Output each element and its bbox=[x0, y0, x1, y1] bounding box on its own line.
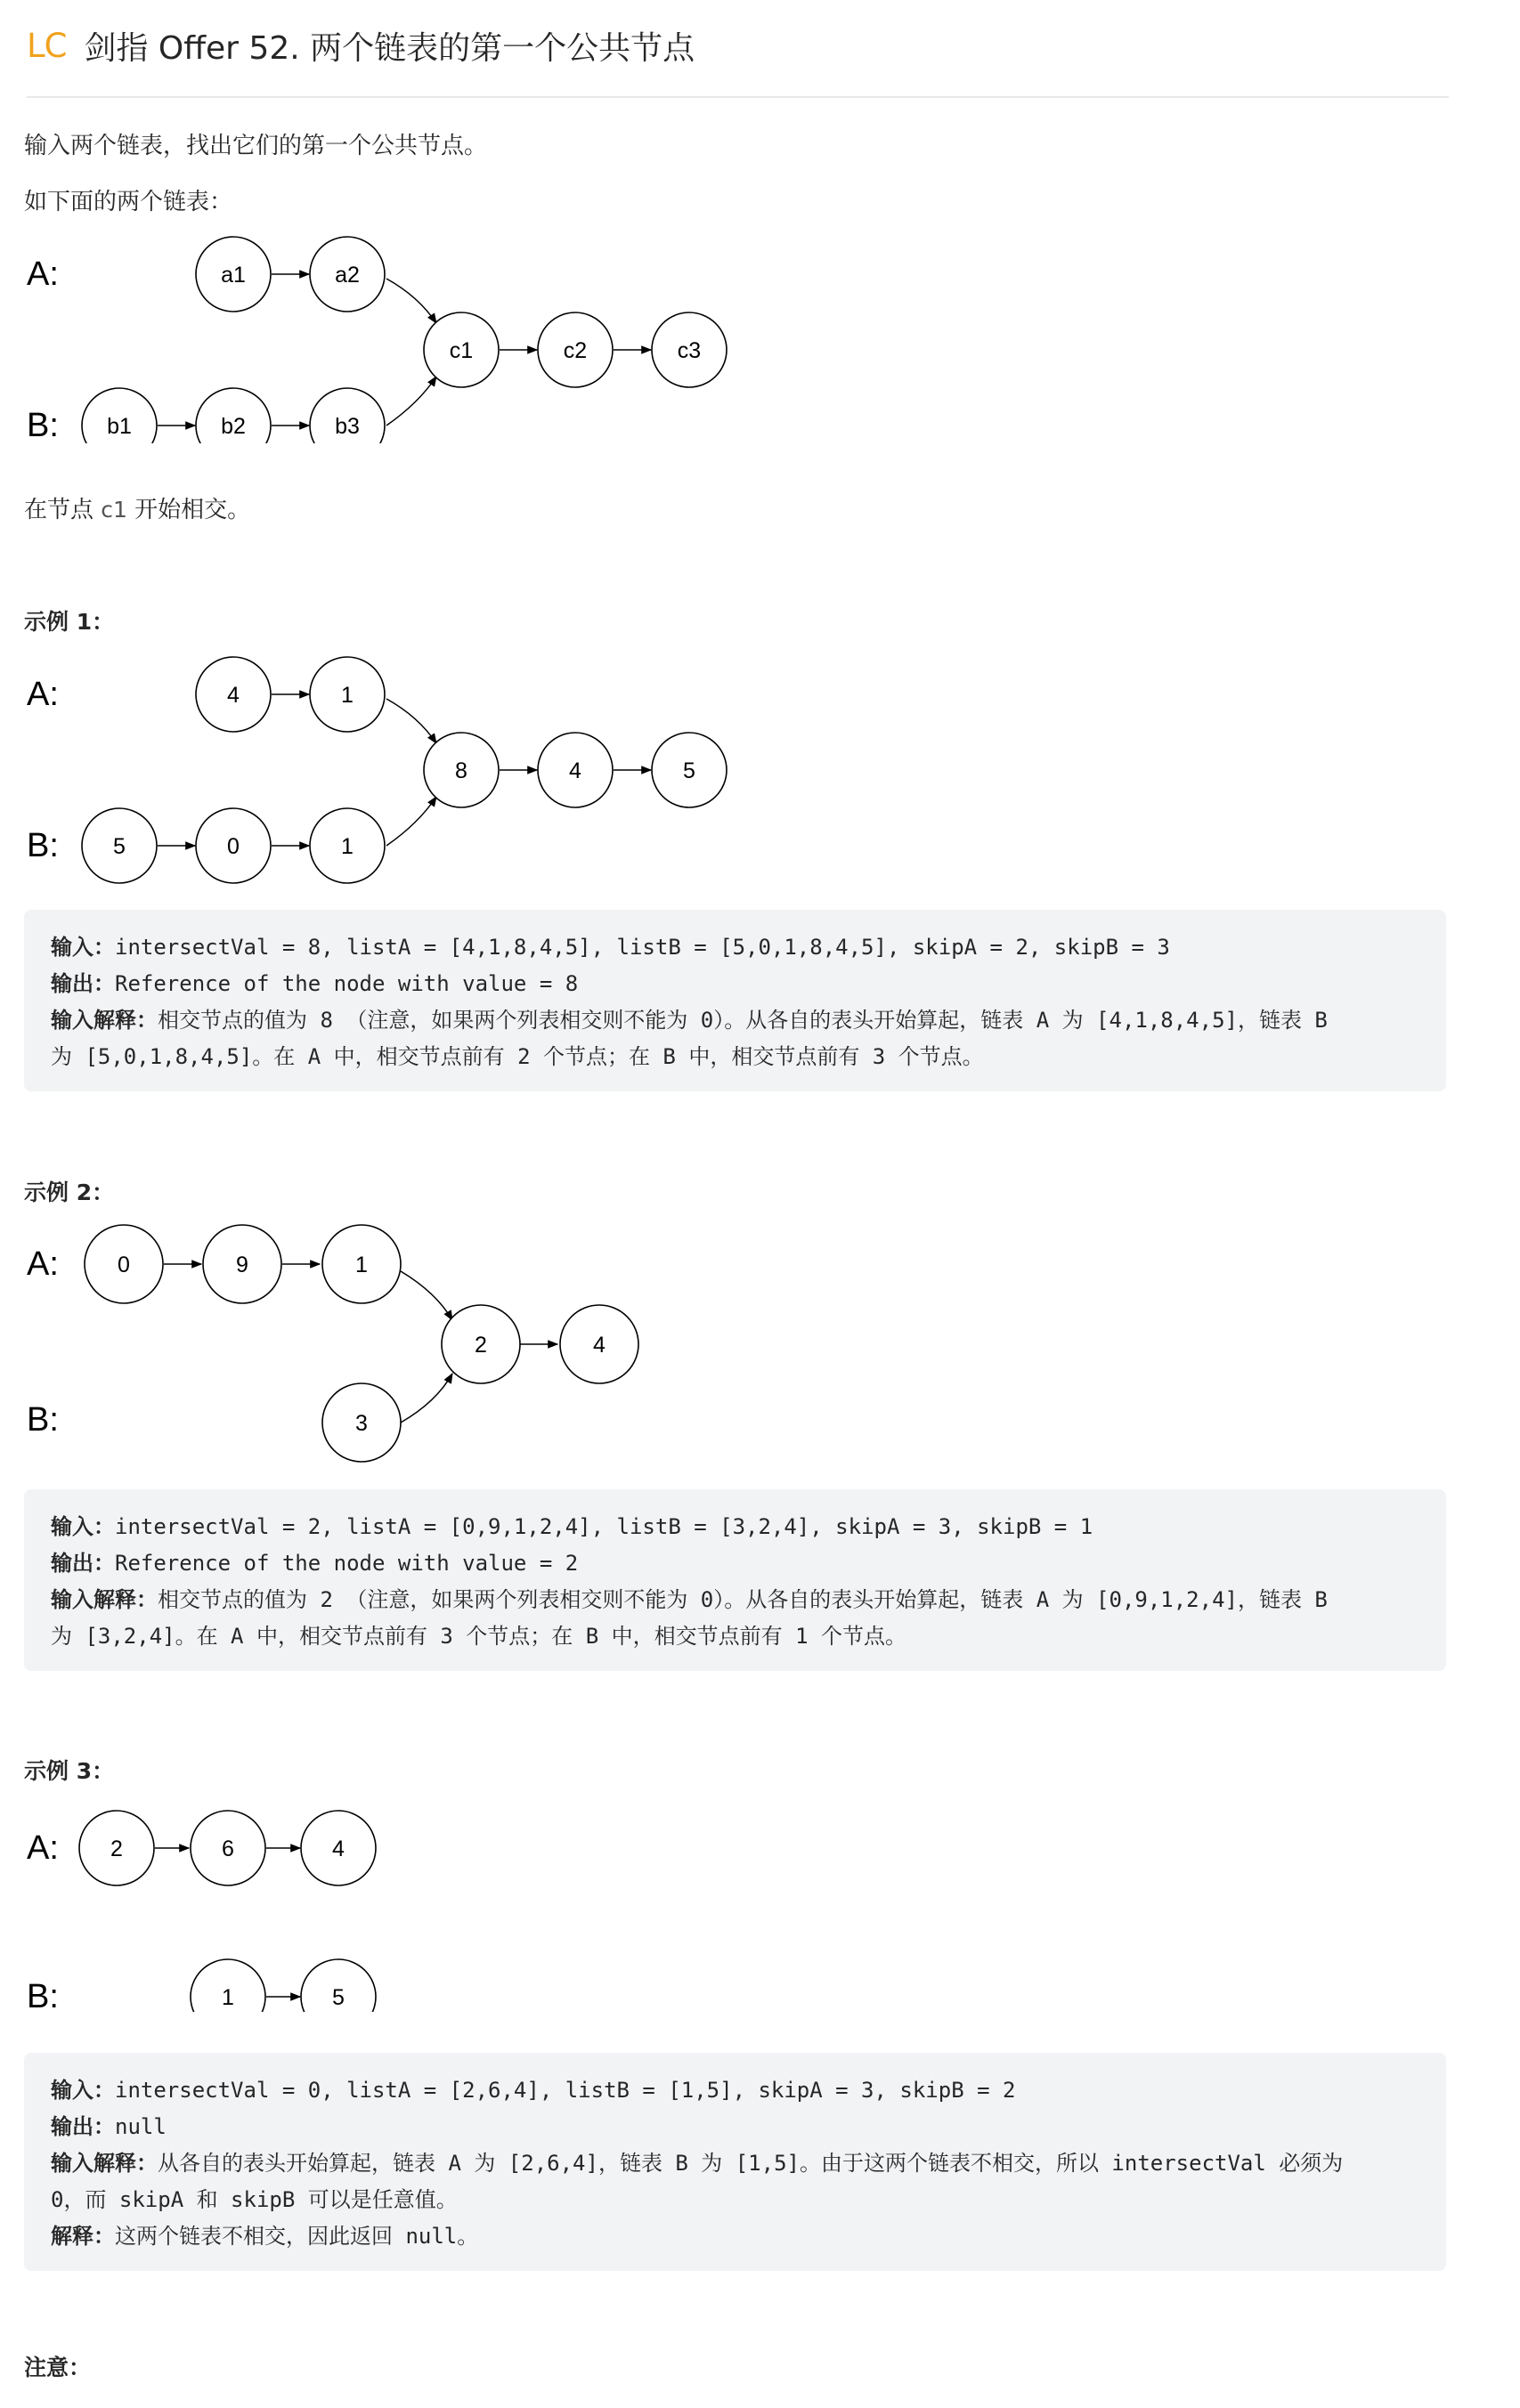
edge-arrow bbox=[386, 699, 436, 743]
list-node bbox=[203, 1225, 281, 1303]
list-node bbox=[538, 733, 613, 807]
page-title: 剑指 Offer 52. 两个链表的第一个公共节点 bbox=[84, 29, 695, 67]
list-node bbox=[310, 388, 385, 443]
list-a-label: A: bbox=[27, 1829, 59, 1867]
list-node bbox=[301, 1959, 376, 2012]
svg-text:8: 8 bbox=[455, 758, 467, 783]
list-node bbox=[322, 1225, 401, 1303]
example-3-diagram bbox=[0, 1798, 410, 2012]
list-node bbox=[196, 237, 271, 312]
lc-logo: LC bbox=[27, 26, 67, 65]
list-node bbox=[82, 808, 157, 883]
example-2-heading: 示例 2： bbox=[24, 1180, 115, 1205]
list-b-label: B: bbox=[27, 827, 59, 864]
svg-text:b3: b3 bbox=[335, 414, 360, 439]
list-node bbox=[196, 657, 271, 732]
svg-text:5: 5 bbox=[113, 834, 126, 859]
svg-text:1: 1 bbox=[222, 1985, 234, 2010]
list-node bbox=[322, 1383, 401, 1462]
edge-arrow bbox=[386, 377, 436, 426]
notes-heading: 注意： bbox=[24, 2355, 92, 2380]
example-1-codeblock: 输入：intersectVal = 8, listA = [4,1,8,4,5], listB = [5,0,1,8,4,5], skipA = 2, skipB = 3 输出：Reference of the node with value = 8 输入解释：相交节点的值为 8 （注意，如果两个列表相交则不能为 0）。从各自的表头开始算起，链表 A 为 [4,1,8,4,5]，链表 B 为 [5,0,1,8,4,5]。在 A 中，相交节点前有 2 个节点；在 B 中，相交节点前有 3 个节点。 bbox=[24, 910, 1446, 1091]
svg-text:2: 2 bbox=[110, 1836, 123, 1861]
list-node bbox=[652, 312, 727, 387]
svg-text:4: 4 bbox=[227, 683, 240, 708]
list-node bbox=[310, 657, 385, 732]
list-node bbox=[191, 1959, 265, 2012]
svg-text:4: 4 bbox=[593, 1333, 606, 1358]
list-node bbox=[79, 1811, 154, 1885]
svg-text:2: 2 bbox=[475, 1333, 487, 1358]
list-node bbox=[85, 1225, 163, 1303]
list-node bbox=[82, 388, 157, 443]
intersect-note: 在节点 c1 开始相交。 bbox=[24, 497, 251, 523]
list-a-label: A: bbox=[27, 676, 59, 713]
svg-text:5: 5 bbox=[683, 758, 695, 783]
svg-text:4: 4 bbox=[569, 758, 581, 783]
svg-text:1: 1 bbox=[355, 1253, 368, 1277]
edge-arrow bbox=[401, 1374, 452, 1423]
intro-paragraph-2: 如下面的两个链表： bbox=[24, 189, 233, 215]
example-2-codeblock: 输入：intersectVal = 2, listA = [0,9,1,2,4], listB = [3,2,4], skipA = 3, skipB = 1 输出：Reference of the node with value = 2 输入解释：相交节点的值为 2 （注意，如果两个列表相交则不能为 0）。从各自的表头开始算起，链表 A 为 [0,9,1,2,4]，链表 B 为 [3,2,4]。在 A 中，相交节点前有 3 个节点；在 B 中，相交节点前有 1 个节点。 bbox=[24, 1489, 1446, 1671]
list-node bbox=[442, 1305, 520, 1383]
list-node bbox=[196, 388, 271, 443]
svg-text:c1: c1 bbox=[449, 338, 474, 363]
svg-text:b2: b2 bbox=[221, 414, 246, 439]
edge-arrow bbox=[386, 797, 436, 846]
svg-text:4: 4 bbox=[332, 1836, 345, 1861]
list-node bbox=[560, 1305, 638, 1383]
svg-text:a1: a1 bbox=[221, 263, 246, 288]
example-1-heading: 示例 1： bbox=[24, 609, 115, 635]
svg-text:b1: b1 bbox=[107, 414, 132, 439]
list-node bbox=[310, 808, 385, 883]
example-2-diagram bbox=[0, 1220, 677, 1469]
list-node bbox=[652, 733, 727, 807]
list-a-label: A: bbox=[27, 1245, 59, 1283]
edge-arrow bbox=[401, 1271, 452, 1320]
list-a-label: A: bbox=[27, 255, 59, 293]
list-b-label: B: bbox=[27, 1401, 59, 1439]
svg-text:5: 5 bbox=[332, 1985, 345, 2010]
list-node bbox=[191, 1811, 265, 1885]
list-node bbox=[424, 733, 499, 807]
title-row bbox=[27, 25, 695, 66]
edge-arrow bbox=[386, 279, 436, 323]
svg-text:6: 6 bbox=[222, 1836, 234, 1861]
list-b-label: B: bbox=[27, 1978, 59, 2012]
intro-paragraph: 输入两个链表，找出它们的第一个公共节点。 bbox=[24, 133, 488, 159]
list-node bbox=[301, 1811, 376, 1885]
svg-text:1: 1 bbox=[341, 683, 354, 708]
svg-text:a2: a2 bbox=[335, 263, 360, 288]
list-node bbox=[196, 808, 271, 883]
example-1-diagram bbox=[0, 650, 766, 890]
list-node bbox=[424, 312, 499, 387]
intro-diagram bbox=[0, 230, 766, 443]
svg-text:1: 1 bbox=[341, 834, 354, 859]
list-node bbox=[538, 312, 613, 387]
svg-text:3: 3 bbox=[355, 1411, 368, 1436]
inline-code: c1 bbox=[101, 497, 127, 523]
example-3-codeblock: 输入：intersectVal = 0, listA = [2,6,4], listB = [1,5], skipA = 3, skipB = 2 输出：null 输入解释：从各自的表头开始算起，链表 A 为 [2,6,4]，链表 B 为 [1,5]。由于这两个链表不相交，所以 intersectVal 必须为 0，而 skipA 和 skipB 可以是任意值。 解释：这两个链表不相交，因此返回 null。 bbox=[24, 2053, 1446, 2271]
svg-text:c2: c2 bbox=[563, 338, 588, 363]
example-3-heading: 示例 3： bbox=[24, 1758, 115, 1784]
list-node bbox=[310, 237, 385, 312]
svg-text:0: 0 bbox=[118, 1253, 130, 1277]
svg-text:0: 0 bbox=[227, 834, 240, 859]
list-b-label: B: bbox=[27, 407, 59, 443]
svg-text:c3: c3 bbox=[677, 338, 702, 363]
title-divider bbox=[27, 96, 1449, 98]
svg-text:9: 9 bbox=[236, 1253, 248, 1277]
